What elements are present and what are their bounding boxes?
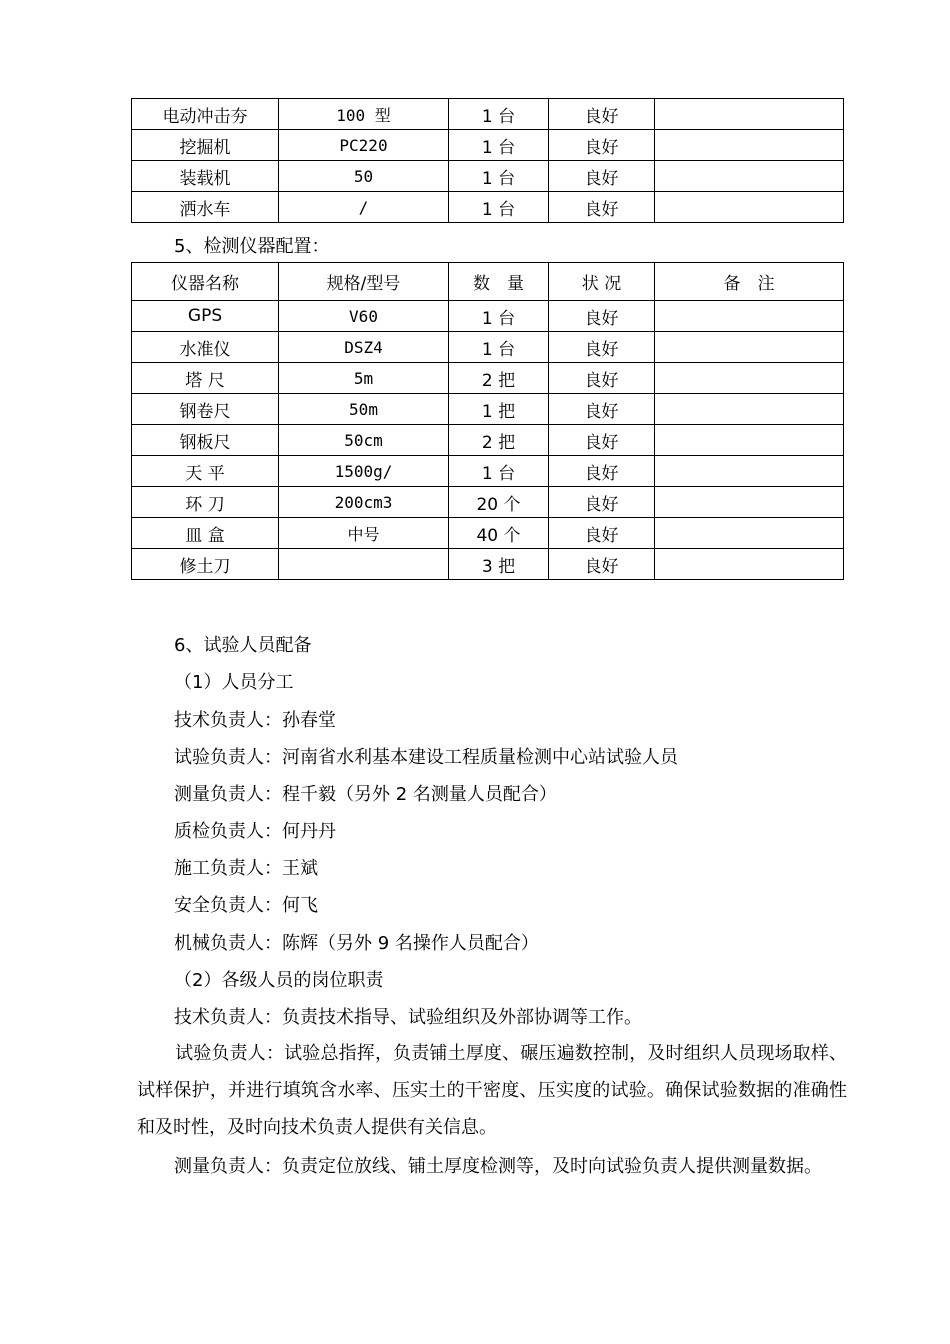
cell-name: 钢板尺: [132, 425, 279, 456]
header-cell-name: 仪器名称: [132, 263, 279, 301]
cell-spec: PC220: [279, 130, 449, 161]
machinery-table: [131, 98, 844, 223]
cell-spec: DSZ4: [279, 332, 449, 363]
cell-status: 良好: [549, 161, 655, 192]
cell-name: 塔 尺: [132, 363, 279, 394]
cell-spec: 50cm: [279, 425, 449, 456]
cell-spec: 5m: [279, 363, 449, 394]
assignment-technical: 技术负责人：孙春堂: [174, 710, 336, 731]
instrument-table-row: [132, 456, 844, 487]
section5-heading: 5、检测仪器配置：: [174, 236, 330, 257]
cell-status: 良好: [549, 332, 655, 363]
cell-quantity: 1 台: [449, 332, 549, 363]
cell-quantity: 1 把: [449, 394, 549, 425]
cell-name: 皿 盒: [132, 518, 279, 549]
cell-spec: 中号: [279, 518, 449, 549]
cell-name: 挖掘机: [132, 130, 279, 161]
cell-spec: 1500g/: [279, 456, 449, 487]
assignment-safety: 安全负责人：何飞: [174, 895, 318, 916]
instrument-table-row: [132, 425, 844, 456]
cell-remarks: [655, 332, 844, 363]
cell-quantity: 1 台: [449, 161, 549, 192]
cell-spec: 50: [279, 161, 449, 192]
cell-remarks: [655, 363, 844, 394]
instrument-table: [131, 262, 844, 580]
cell-status: 良好: [549, 549, 655, 580]
machinery-table-row: [132, 161, 844, 192]
cell-name: 水准仪: [132, 332, 279, 363]
instrument-table-body: [132, 301, 844, 580]
cell-remarks: [655, 549, 844, 580]
subsection2-heading: （2）各级人员的岗位职责: [174, 970, 384, 991]
cell-remarks: [655, 487, 844, 518]
cell-status: 良好: [549, 394, 655, 425]
cell-quantity: 3 把: [449, 549, 549, 580]
cell-remarks: [655, 192, 844, 223]
assignment-survey: 测量负责人：程千毅（另外 2 名测量人员配合）: [174, 784, 557, 805]
cell-quantity: 2 把: [449, 363, 549, 394]
machinery-table-row: [132, 192, 844, 223]
cell-spec: 100 型: [279, 99, 449, 130]
cell-quantity: 1 台: [449, 192, 549, 223]
cell-remarks: [655, 425, 844, 456]
instrument-table-row: [132, 301, 844, 332]
cell-status: 良好: [549, 518, 655, 549]
duty-survey: 测量负责人：负责定位放线、铺土厚度检测等，及时向试验负责人提供测量数据。: [174, 1156, 822, 1177]
cell-status: 良好: [549, 487, 655, 518]
instrument-table-row: [132, 518, 844, 549]
duty-testing-paragraph: [137, 1035, 847, 1146]
instrument-table-header-row: [132, 263, 844, 301]
cell-quantity: 2 把: [449, 425, 549, 456]
cell-quantity: 1 台: [449, 99, 549, 130]
cell-remarks: [655, 456, 844, 487]
machinery-table-body: [132, 99, 844, 223]
assignment-testing: 试验负责人：河南省水利基本建设工程质量检测中心站试验人员: [174, 747, 678, 768]
cell-quantity: 40 个: [449, 518, 549, 549]
header-cell-quantity: 数 量: [449, 263, 549, 301]
cell-quantity: 1 台: [449, 130, 549, 161]
assignment-construction: 施工负责人：王斌: [174, 858, 318, 879]
cell-name: GPS: [132, 301, 279, 332]
cell-status: 良好: [549, 99, 655, 130]
cell-name: 装载机: [132, 161, 279, 192]
cell-status: 良好: [549, 456, 655, 487]
assignment-quality: 质检负责人：何丹丹: [174, 821, 336, 842]
instrument-table-row: [132, 363, 844, 394]
cell-remarks: [655, 301, 844, 332]
duty-technical: 技术负责人：负责技术指导、试验组织及外部协调等工作。: [174, 1007, 642, 1028]
duty-testing-text: 试验负责人：试验总指挥，负责铺土厚度、碾压遍数控制，及时组织人员现场取样、试样保护，并进行填筑含水率、压实土的干密度、压实度的试验。确保试验数据的准确性和及时性，及时向技术负责人提供有关信息。: [137, 1043, 847, 1138]
cell-name: 钢卷尺: [132, 394, 279, 425]
cell-remarks: [655, 394, 844, 425]
instrument-table-row: [132, 487, 844, 518]
section6-heading: 6、试验人员配备: [174, 635, 312, 656]
cell-name: 天 平: [132, 456, 279, 487]
cell-spec: [279, 549, 449, 580]
cell-quantity: 1 台: [449, 301, 549, 332]
assignment-machinery: 机械负责人：陈辉（另外 9 名操作人员配合）: [174, 933, 539, 954]
instrument-table-row: [132, 394, 844, 425]
cell-name: 修土刀: [132, 549, 279, 580]
header-cell-spec: 规格/型号: [279, 263, 449, 301]
cell-name: 洒水车: [132, 192, 279, 223]
machinery-table-row: [132, 130, 844, 161]
cell-status: 良好: [549, 363, 655, 394]
cell-spec: V60: [279, 301, 449, 332]
cell-remarks: [655, 99, 844, 130]
cell-remarks: [655, 130, 844, 161]
cell-name: 环 刀: [132, 487, 279, 518]
cell-status: 良好: [549, 130, 655, 161]
instrument-table-row: [132, 332, 844, 363]
header-cell-remarks: 备 注: [655, 263, 844, 301]
cell-status: 良好: [549, 425, 655, 456]
cell-status: 良好: [549, 192, 655, 223]
subsection1-heading: （1）人员分工: [174, 672, 294, 693]
cell-status: 良好: [549, 301, 655, 332]
cell-name: 电动冲击夯: [132, 99, 279, 130]
cell-quantity: 20 个: [449, 487, 549, 518]
cell-quantity: 1 台: [449, 456, 549, 487]
cell-remarks: [655, 161, 844, 192]
instrument-table-row: [132, 549, 844, 580]
cell-spec: 200cm3: [279, 487, 449, 518]
cell-remarks: [655, 518, 844, 549]
cell-spec: /: [279, 192, 449, 223]
cell-spec: 50m: [279, 394, 449, 425]
machinery-table-row: [132, 99, 844, 130]
header-cell-status: 状 况: [549, 263, 655, 301]
